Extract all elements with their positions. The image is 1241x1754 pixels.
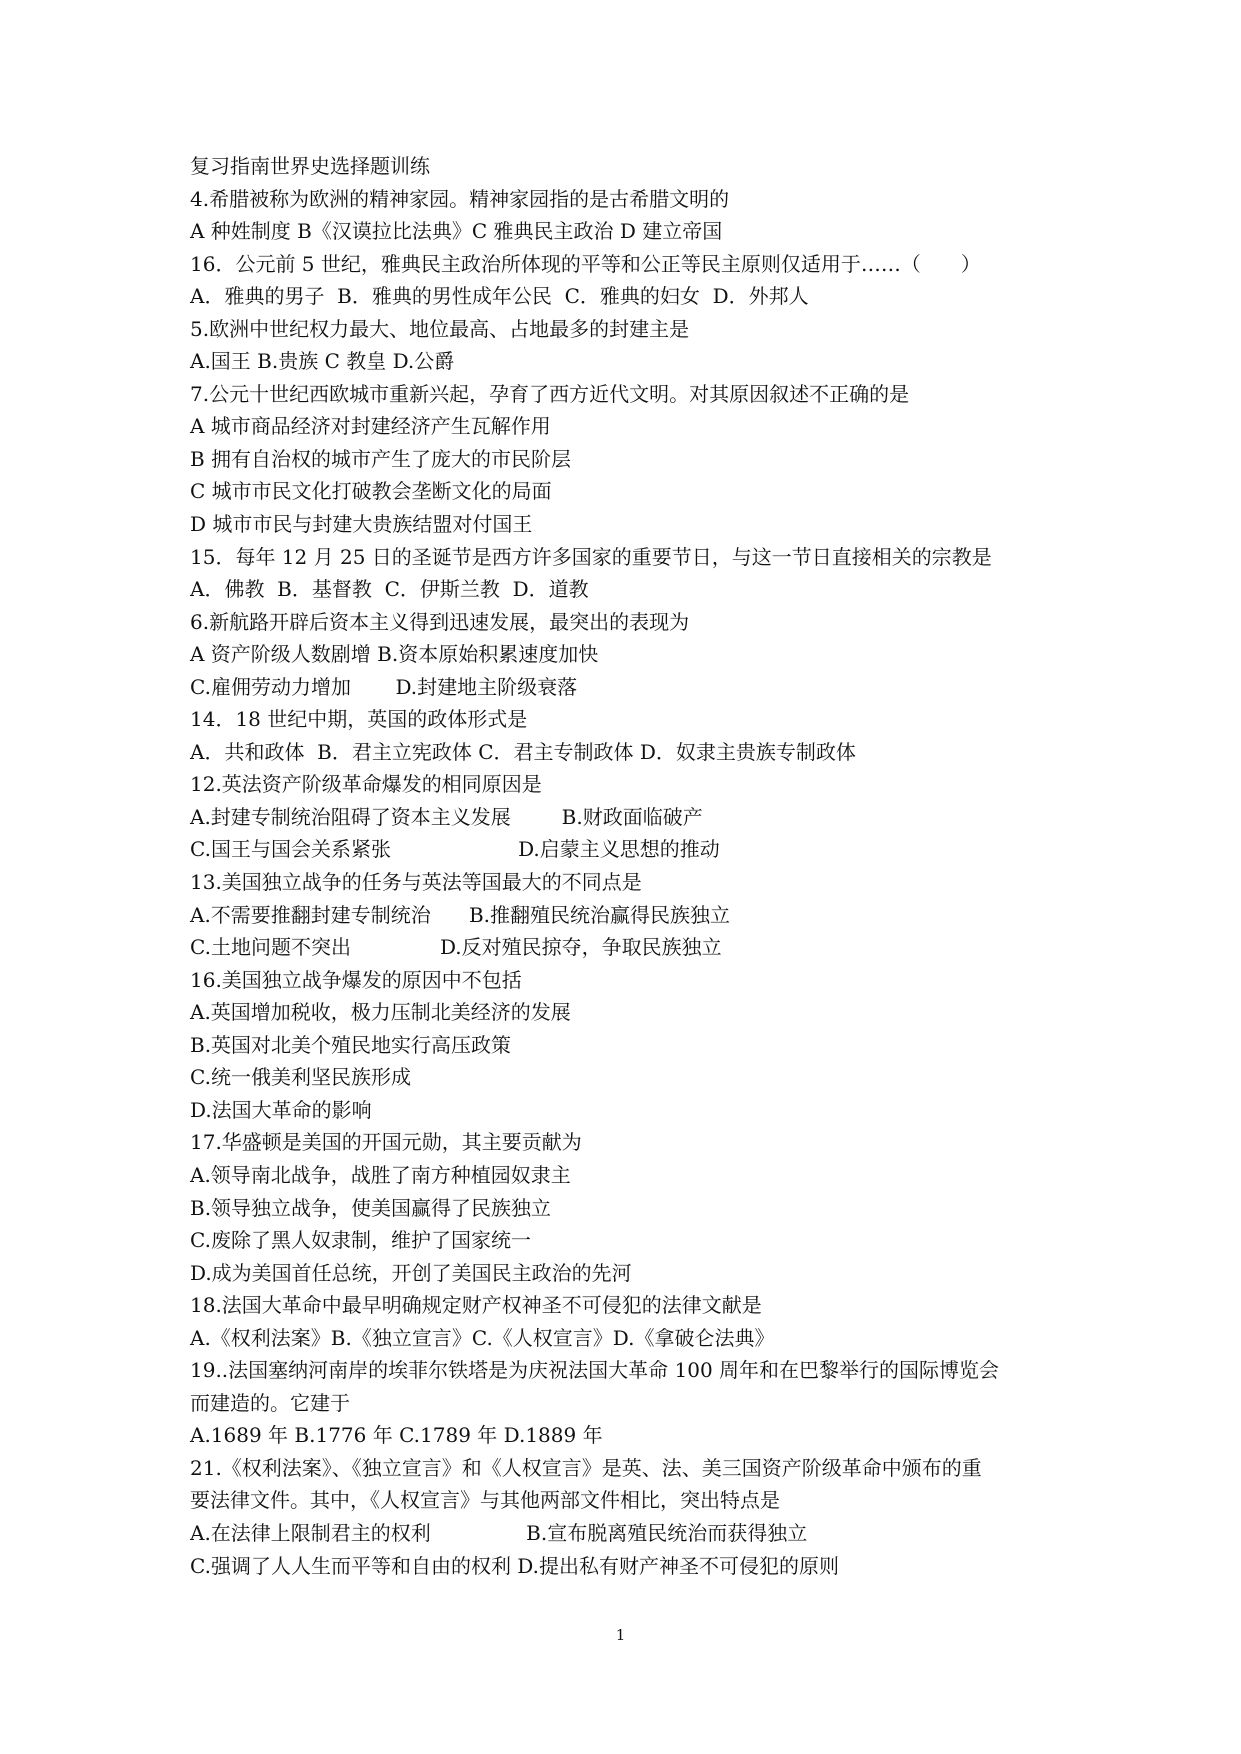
- text-line: B.英国对北美个殖民地实行高压政策: [190, 1032, 512, 1057]
- text-line: 16．公元前 5 世纪，雅典民主政治所体现的平等和公正等民主原则仅适用于……（ ）: [190, 251, 981, 276]
- text-line: 要法律文件。其中，《人权宣言》与其他两部文件相比，突出特点是: [190, 1488, 780, 1513]
- text-line: A 种姓制度 B《汉谟拉比法典》C 雅典民主政治 D 建立帝国: [190, 219, 723, 244]
- text-line: 21.《权利法案》、《独立宣言》和《人权宣言》是英、法、美三国资产阶级革命中颁布的重: [190, 1455, 982, 1480]
- text-line: 13.美国独立战争的任务与英法等国最大的不同点是: [190, 870, 642, 895]
- page-number: 1: [615, 1626, 626, 1644]
- text-line: C.废除了黑人奴隶制，维护了国家统一: [190, 1228, 531, 1253]
- text-line: 7.公元十世纪西欧城市重新兴起，孕育了西方近代文明。对其原因叙述不正确的是: [190, 381, 910, 406]
- text-line: 6.新航路开辟后资本主义得到迅速发展，最突出的表现为: [190, 609, 690, 634]
- text-line: A．共和政体 B．君主立宪政体 C．君主专制政体 D．奴隶主贵族专制政体: [190, 739, 856, 764]
- document-body: [190, 150, 1090, 1582]
- text-line: 5.欧洲中世纪权力最大、地位最高、占地最多的封建主是: [190, 316, 690, 341]
- text-line: C.统一俄美利坚民族形成: [190, 1065, 411, 1090]
- text-line: A 资产阶级人数剧增 B.资本原始积累速度加快: [190, 642, 599, 667]
- text-line: A.1689 年 B.1776 年 C.1789 年 D.1889 年: [190, 1423, 603, 1448]
- text-line: A 城市商品经济对封建经济产生瓦解作用: [190, 414, 551, 439]
- text-line: 12.英法资产阶级革命爆发的相同原因是: [190, 772, 542, 797]
- text-line: A.《权利法案》B.《独立宣言》C.《人权宣言》D.《拿破仑法典》: [190, 1325, 775, 1350]
- text-line: C 城市市民文化打破教会垄断文化的局面: [190, 479, 552, 504]
- text-line: 15．每年 12 月 25 日的圣诞节是西方许多国家的重要节日，与这一节日直接相关的宗教是: [190, 544, 992, 569]
- text-line: D.法国大革命的影响: [190, 1097, 372, 1122]
- text-line: 16.美国独立战争爆发的原因中不包括: [190, 967, 522, 992]
- document-title: 复习指南世界史选择题训练: [190, 154, 430, 178]
- text-line: C.土地问题不突出 D.反对殖民掠夺，争取民族独立: [190, 935, 722, 960]
- text-line: A.在法律上限制君主的权利 B.宣布脱离殖民统治而获得独立: [190, 1520, 808, 1545]
- text-line: B.领导独立战争，使美国赢得了民族独立: [190, 1195, 552, 1220]
- text-line: A.封建专制统治阻碍了资本主义发展 B.财政面临破产: [190, 804, 703, 829]
- text-line: 17.华盛顿是美国的开国元勋，其主要贡献为: [190, 1130, 582, 1155]
- text-line: 而建造的。它建于: [190, 1390, 350, 1415]
- text-line: 18.法国大革命中最早明确规定财产权神圣不可侵犯的法律文献是: [190, 1293, 762, 1318]
- text-line: A.不需要推翻封建专制统治 B.推翻殖民统治赢得民族独立: [190, 902, 730, 927]
- text-line: B 拥有自治权的城市产生了庞大的市民阶层: [190, 446, 572, 471]
- text-line: A.领导南北战争，战胜了南方种植园奴隶主: [190, 1162, 571, 1187]
- text-line: A．雅典的男子 B．雅典的男性成年公民 C．雅典的妇女 D．外邦人: [190, 284, 809, 309]
- text-line: A．佛教 B．基督教 C．伊斯兰教 D．道教: [190, 577, 589, 602]
- text-line: C.雇佣劳动力增加 D.封建地主阶级衰落: [190, 674, 578, 699]
- text-line: 19..法国塞纳河南岸的埃菲尔铁塔是为庆祝法国大革命 100 周年和在巴黎举行的国际博览会: [190, 1358, 1000, 1383]
- text-line: C.国王与国会关系紧张 D.启蒙主义思想的推动: [190, 837, 720, 862]
- text-line: D.成为美国首任总统，开创了美国民主政治的先河: [190, 1260, 632, 1285]
- text-line: A.英国增加税收，极力压制北美经济的发展: [190, 1000, 571, 1025]
- text-line: D 城市市民与封建大贵族结盟对付国王: [190, 512, 533, 537]
- text-line: C.强调了人人生而平等和自由的权利 D.提出私有财产神圣不可侵犯的原则: [190, 1553, 839, 1578]
- text-line: 14．18 世纪中期，英国的政体形式是: [190, 707, 528, 732]
- text-line: 4.希腊被称为欧洲的精神家园。精神家园指的是古希腊文明的: [190, 186, 730, 211]
- text-line: A.国王 B.贵族 C 教皇 D.公爵: [190, 349, 455, 374]
